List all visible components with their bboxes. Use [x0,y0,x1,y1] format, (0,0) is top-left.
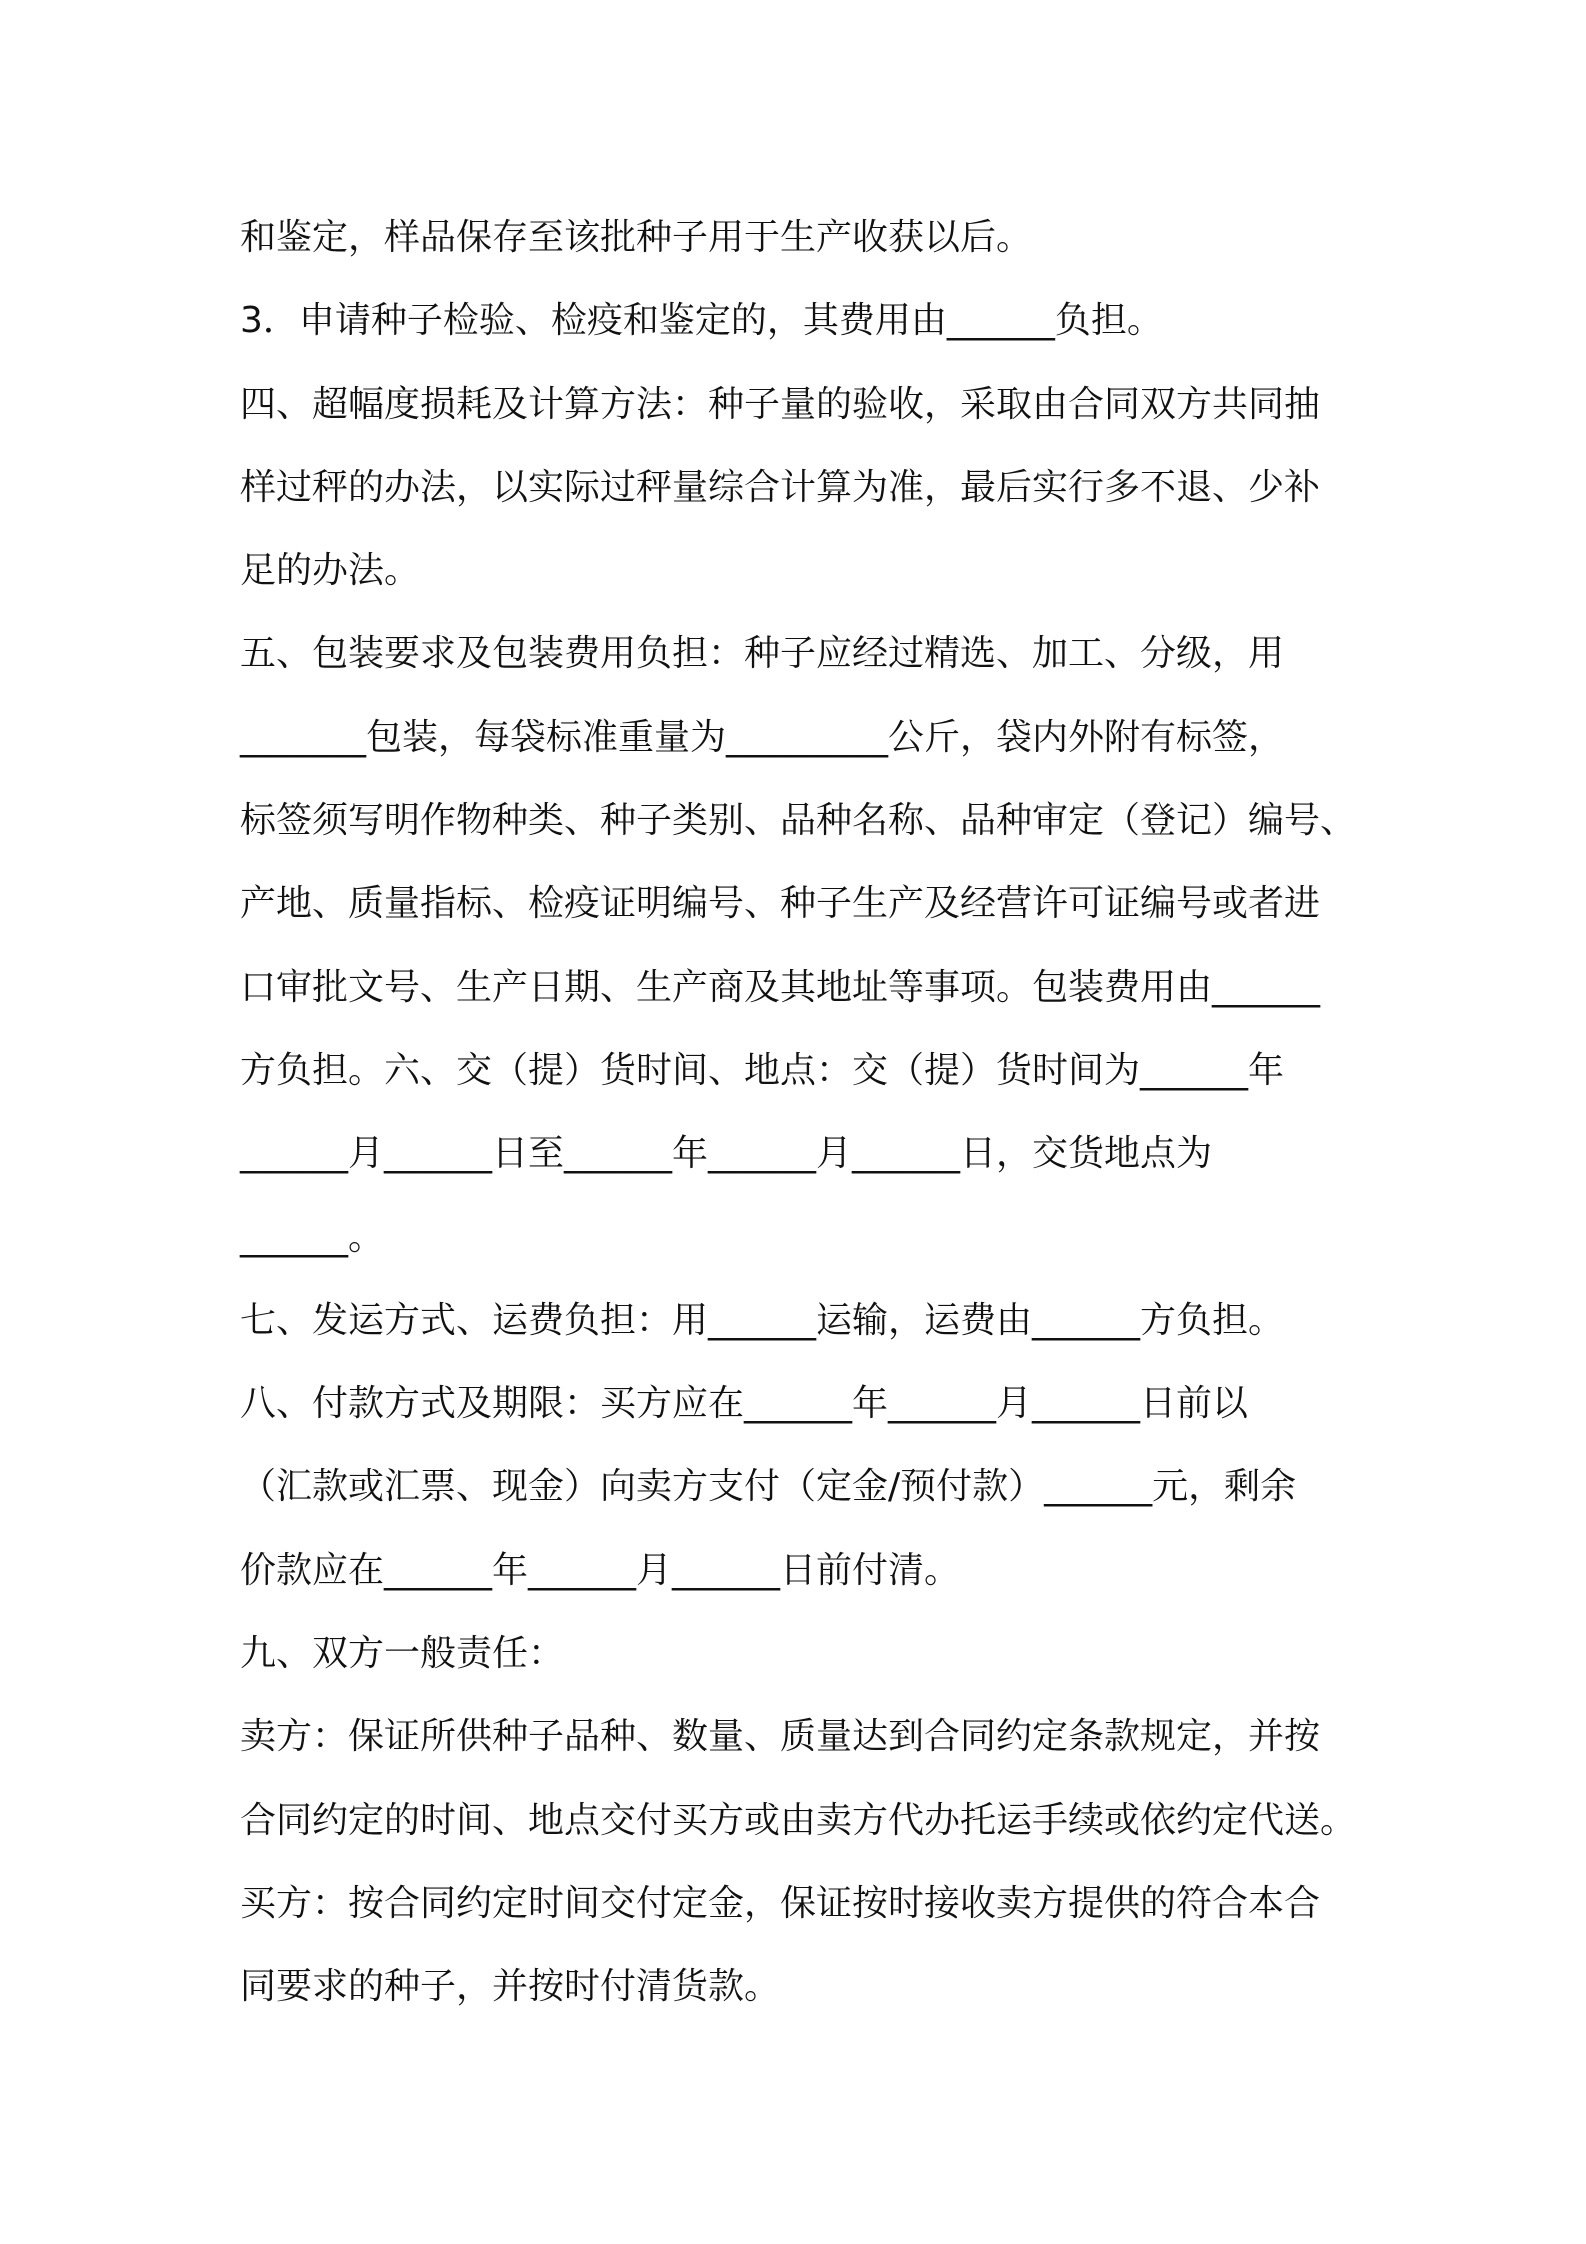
text-line: 四、超幅度损耗及计算方法：种子量的验收，采取由合同双方共同抽 [240,383,1321,425]
text-line: 卖方：保证所供种子品种、数量、质量达到合同约定条款规定，并按 [240,1716,1321,1758]
text-line: ______。 [240,1216,385,1258]
text-line: 产地、质量指标、检疫证明编号、种子生产及经营许可证编号或者进 [240,883,1321,925]
text-line: 标签须写明作物种类、种子类别、品种名称、品种审定（登记）编号、 [240,800,1357,842]
document-body [240,196,1380,2029]
text-line: 八、付款方式及期限：买方应在______年______月______日前以 [240,1383,1249,1425]
text-line: 足的办法。 [240,550,421,592]
text-line: 同要求的种子，并按时付清货款。 [240,1966,781,2008]
text-line: 价款应在______年______月______日前付清。 [240,1549,961,1591]
text-line: 样过秤的办法，以实际过秤量综合计算为准，最后实行多不退、少补 [240,466,1321,508]
text-line: 3．申请种子检验、检疫和鉴定的，其费用由______负担。 [240,300,1163,342]
text-line: 九、双方一般责任： [240,1633,565,1675]
text-line: 口审批文号、生产日期、生产商及其地址等事项。包装费用由______ [240,966,1321,1008]
text-line: 合同约定的时间、地点交付买方或由卖方代办托运手续或依约定代送。 [240,1799,1357,1841]
text-line: 五、包装要求及包装费用负担：种子应经过精选、加工、分级，用 [240,633,1285,675]
text-line: （汇款或汇票、现金）向卖方支付（定金/预付款）______元，剩余 [240,1466,1297,1508]
text-line: 和鉴定，样品保存至该批种子用于生产收获以后。 [240,217,1033,258]
text-line: 七、发运方式、运费负担：用______运输，运费由______方负担。 [240,1299,1285,1341]
text-line: _______包装，每袋标准重量为_________公斤，袋内外附有标签， [240,716,1285,758]
text-line: ______月______日至______年______月______日，交货地点为 [240,1133,1213,1175]
text-line: 买方：按合同约定时间交付定金，保证按时接收卖方提供的符合本合 [240,1882,1321,1924]
text-line: 方负担。六、交（提）货时间、地点：交（提）货时间为______年 [240,1049,1285,1091]
